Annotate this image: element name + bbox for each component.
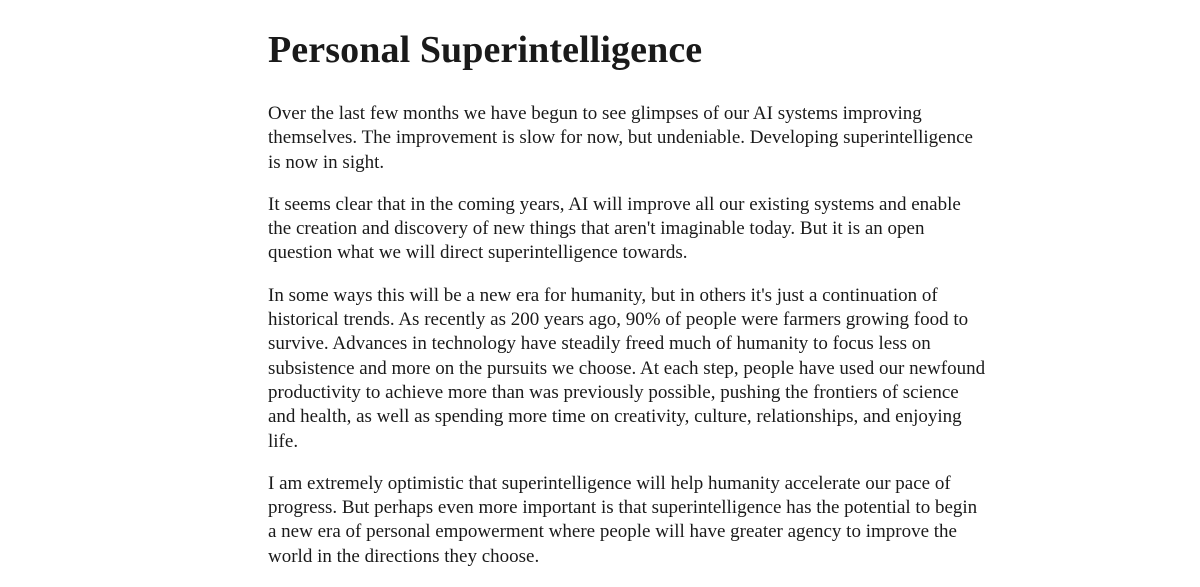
article-paragraph-3: In some ways this will be a new era for humanity, but in others it's just a continuation of historical trends. As recently as 200 years ago, 90% of people were farmers growing food to survive. Advances in technology have steadily freed much of humanity to focus less on subsistence and more on the pursuits we choose. At each step, people have used our newfound productivity to achieve more than was previously possible, pushing the frontiers of science and health, as well as spending more time on creativity, culture, relationships, and enjoying life. (268, 284, 986, 452)
article-paragraph-1: Over the last few months we have begun to see glimpses of our AI systems improving themselves. The improvement is slow for now, but undeniable. Developing superintelligence is now in sight. (268, 103, 973, 173)
article-paragraph-4: I am extremely optimistic that superintelligence will help humanity accelerate our pace of progress. But perhaps even more important is that superintelligence has the potential to begin a new era of personal empowerment where people will have greater agency to improve the world in the directions they choose. (268, 472, 978, 567)
article (268, 26, 988, 587)
article-paragraph-2: It seems clear that in the coming years, AI will improve all our existing systems and enable the creation and discovery of new things that aren't imaginable today. But it is an open question what we will direct superintelligence towards. (268, 193, 961, 264)
page-title: Personal Superintelligence (268, 29, 703, 71)
